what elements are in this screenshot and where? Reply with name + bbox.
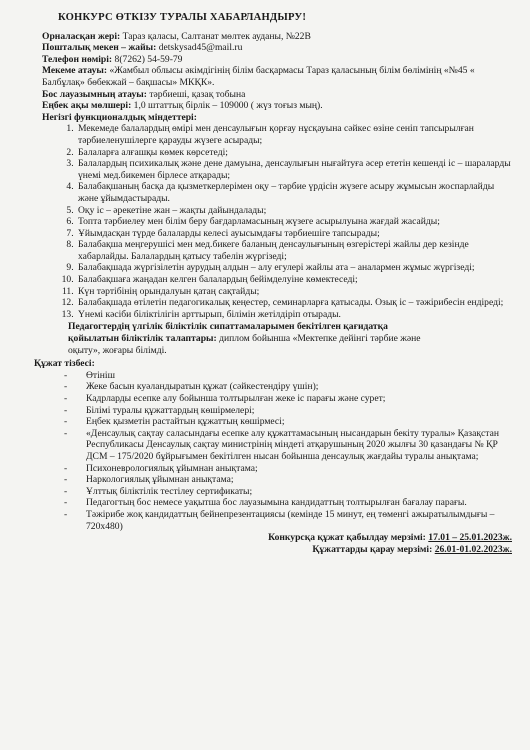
doc-item: - Кадрларды есепке алу бойынша толтырылған жеке іс парағы және сурет; <box>42 393 512 405</box>
doc-item: - «Денсаулық сақтау саласындағы есепке алу құжаттамасының нысандарын бекіту туралы» Қазақстан Республикасы Денсаулық сақтау министрінің міндеті атқарушының 2020 жылғы 30 қазандағы № ҚР ДСМ – 175/2020 бұйрығымен бекітілген нысан бойынша денсаулық жағдайы туралы анықтама; <box>42 428 512 463</box>
duty-item: 2. Балаларға алғашқы көмек көрсетеді; <box>76 147 512 159</box>
duties-heading: Негізгі функционалдық міндеттері: <box>42 111 197 123</box>
doc-item: - Педагогтың бос немесе уақытша бос лауазымына кандидаттың толтырылған бағалау парағы. <box>42 497 512 509</box>
duty-item: 10. Балабақшаға жаңадан келген балалардың бейімделуіне көмектеседі; <box>76 274 512 286</box>
docs-list <box>42 370 512 532</box>
docs-heading: Құжат тізбесі: <box>34 358 95 370</box>
duty-item: 8. Балабақша меңгерушісі мен мед.бикеге баланың денсаулығының өзгерістері жайлы дер кезінде хабарлайды. Балалардың қатысу табелін жүргізеді; <box>76 239 512 262</box>
duty-item: 7. Ұйымдасқан түрде балаларды келесі ауысымдағы тәрбиешіге тапсырады; <box>76 228 512 240</box>
duty-item: 13. Үнемі кәсіби біліктілігін арттырып, білімін жетілдіріп отырады. <box>76 309 512 321</box>
accept-period-value: 17.01 – 25.01.2023ж. <box>428 532 512 544</box>
qualification-line-1: Педагогтердің үлгілік біліктілік сипаттамаларымен бекітілген қағидатқа <box>68 321 388 333</box>
email-value[interactable]: detskysad45@mail.ru <box>156 42 243 54</box>
review-period-value: 26.01-01.02.2023ж. <box>434 543 512 555</box>
doc-item: - Тәжірибе жоқ кандидаттың бейнепрезентациясы (кемінде 15 минут, ең төменгі ажыратылымдығы – 720x480) <box>42 509 512 532</box>
position-field <box>42 89 512 101</box>
qualification-label: қойылатын біліктілік талаптары: <box>68 333 217 345</box>
doc-item: - Наркологиялық ұйымнан анықтама; <box>42 474 512 486</box>
duty-item: 9. Балабақшада жүргізілетін аурудың алдын – алу егулері жайлы ата – аналармен жұмыс жүргізеді; <box>76 262 512 274</box>
review-period <box>42 544 512 556</box>
doc-item: - Өтініш <box>42 370 512 382</box>
phone-field <box>42 54 512 66</box>
qualification-value: диплом бойынша «Мектепке дейінгі тәрбие және <box>216 333 421 345</box>
duty-item: 11. Күн тәртібінің орындалуын қатаң сақтайды; <box>76 286 512 298</box>
email-field <box>42 42 512 54</box>
doc-item: - Білімі туралы құжаттардың көшірмелері; <box>42 405 512 417</box>
doc-item: - Психоневрологиялық ұйымнан анықтама; <box>42 463 512 475</box>
accept-period-label: Конкурсқа құжат қабылдау мерзімі: <box>268 532 426 544</box>
org-label: Мекеме атауы: <box>42 65 108 77</box>
duty-item: 4. Балабақшаның басқа да қызметкерлерімен оқу – тәрбие үрдісін жүзеге асыру жұмысын жоспарлайды және ұйымдастырады. <box>76 181 512 204</box>
document-title: КОНКУРС ӨТКІЗУ ТУРАЛЫ ХАБАРЛАНДЫРУ! <box>58 12 307 23</box>
duty-item: 6. Топта тәрбиелеу мен білім беру бағдарламасының жүзеге асырылуына жағдай жасайды; <box>76 216 512 228</box>
location-label: Орналасқан жері: <box>42 30 121 42</box>
salary-field <box>42 100 512 112</box>
qualification-line-3: оқыту», жоғары білімді. <box>68 344 167 356</box>
location-field <box>42 31 512 43</box>
duty-item: 1. Мекемеде балалардың өмірі мен денсаулығын қорғау нұсқауына сәйкес өзіне сеніп тапсырылған тәрбиеленушілерге қарауды жүзеге асырады; <box>76 123 512 146</box>
email-label: Пошталық мекен – жайы: <box>42 42 157 54</box>
qualification-line-2 <box>68 333 512 345</box>
duty-item: 12. Балабақшада өтілетін педагогикалық кеңестер, семинарларға қатысады. Озық іс – тәжірибесін ендіреді; <box>76 297 512 309</box>
phone-value: 8(7262) 54-59-79 <box>112 53 183 65</box>
review-period-label: Құжаттарды қарау мерзімі: <box>312 543 433 555</box>
phone-label: Телефон нөмірі: <box>42 53 113 65</box>
duty-item: 5. Оқу іс – әрекетіне жан – жақты дайындалады; <box>76 205 512 217</box>
duties-list <box>42 123 512 320</box>
position-value: тәрбиеші, қазақ тобына <box>146 88 246 100</box>
doc-item: - Жеке басын куәландыратын құжат (сәйкестендіру үшін); <box>42 381 512 393</box>
accept-period <box>42 532 512 544</box>
org-field <box>42 65 512 88</box>
doc-item: - Еңбек қызметін растайтын құжаттың көшірмесі; <box>42 416 512 428</box>
doc-item: - Ұлттық біліктілік тестілеу сертификаты; <box>42 486 512 498</box>
position-label: Бос лауазымның атауы: <box>42 88 147 100</box>
salary-value: 1,0 штаттық бірлік – 109000 ( жүз тоғыз мың). <box>131 100 323 112</box>
salary-label: Еңбек ақы мөлшері: <box>42 100 132 112</box>
org-value: «Жамбыл облысы әкімдігінің білім басқармасы Тараз қаласының білім бөлімінің «№45 « Балбұлақ» бөбекжай – бақшасы» МКҚК». <box>42 65 475 88</box>
location-value: Тараз қаласы, Салтанат мөлтек ауданы, №22В <box>120 30 311 42</box>
duty-item: 3. Балалардың психикалық және дене дамуына, денсаулығын нығайтуға әсер ететін кешенді іс – шараларды үнемі мед.бикемен бірлесе атқарады; <box>76 158 512 181</box>
